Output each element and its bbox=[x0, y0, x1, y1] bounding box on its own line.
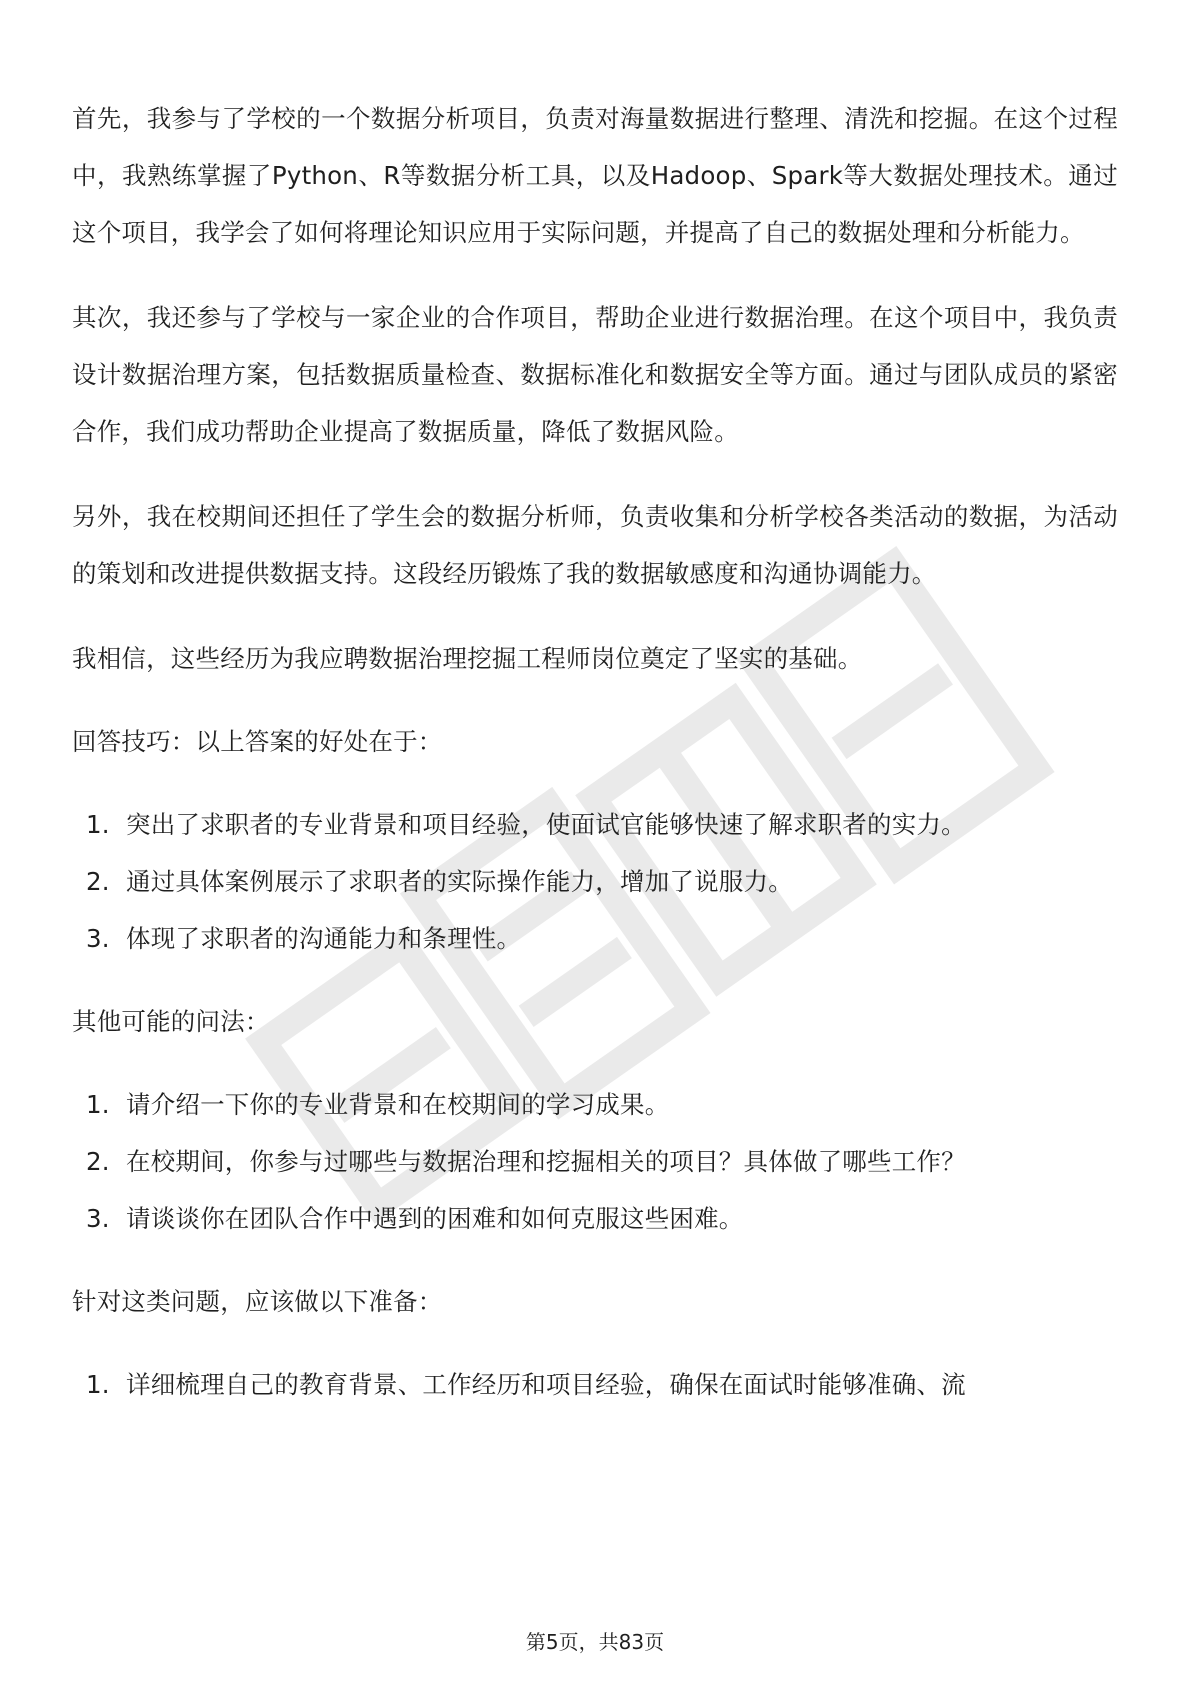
preparation-list bbox=[72, 1356, 1118, 1413]
list-number: 1. bbox=[86, 810, 110, 839]
list-item-text: 请介绍一下你的专业背景和在校期间的学习成果。 bbox=[126, 1090, 670, 1119]
list-item-text: 详细梳理自己的教育背景、工作经历和项目经验，确保在面试时能够准确、流 bbox=[126, 1370, 966, 1399]
list-item-text: 体现了求职者的沟通能力和条理性。 bbox=[126, 924, 522, 953]
paragraph-project-experience: 首先，我参与了学校的一个数据分析项目，负责对海量数据进行整理、清洗和挖掘。在这个过程中，我熟练掌握了Python、R等数据分析工具，以及Hadoop、Spark等大数据处理技术。通过这个项目，我学会了如何将理论知识应用于实际问题，并提高了自己的数据处理和分析能力。 bbox=[72, 104, 1118, 247]
preparation-heading: 针对这类问题，应该做以下准备： bbox=[72, 1287, 443, 1316]
tips-list bbox=[72, 796, 1118, 967]
list-item-text: 突出了求职者的专业背景和项目经验，使面试官能够快速了解求职者的实力。 bbox=[126, 810, 966, 839]
list-item bbox=[72, 1190, 1118, 1247]
other-questions-heading: 其他可能的问法： bbox=[72, 1007, 270, 1036]
list-number: 3. bbox=[86, 924, 110, 953]
paragraph-conclusion: 我相信，这些经历为我应聘数据治理挖掘工程师岗位奠定了坚实的基础。 bbox=[72, 644, 863, 673]
list-number: 1. bbox=[86, 1370, 110, 1399]
other-questions-list bbox=[72, 1076, 1118, 1247]
list-number: 1. bbox=[86, 1090, 110, 1119]
list-item-text: 通过具体案例展示了求职者的实际操作能力，增加了说服力。 bbox=[126, 867, 793, 896]
list-item-text: 请谈谈你在团队合作中遇到的困难和如何克服这些困难。 bbox=[126, 1204, 744, 1233]
list-item bbox=[72, 1076, 1118, 1133]
list-number: 2. bbox=[86, 1147, 110, 1176]
list-item-text: 在校期间，你参与过哪些与数据治理和挖掘相关的项目？具体做了哪些工作？ bbox=[126, 1147, 966, 1176]
document-body bbox=[72, 90, 1118, 1439]
page-footer: 第5页，共83页 bbox=[525, 1630, 665, 1654]
list-item bbox=[72, 796, 1118, 853]
paragraph-student-union: 另外，我在校期间还担任了学生会的数据分析师，负责收集和分析学校各类活动的数据，为活动的策划和改进提供数据支持。这段经历锻炼了我的数据敏感度和沟通协调能力。 bbox=[72, 502, 1118, 588]
list-item bbox=[72, 910, 1118, 967]
list-number: 2. bbox=[86, 867, 110, 896]
list-item bbox=[72, 1356, 1118, 1413]
paragraph-cooperation-project: 其次，我还参与了学校与一家企业的合作项目，帮助企业进行数据治理。在这个项目中，我负责设计数据治理方案，包括数据质量检查、数据标准化和数据安全等方面。通过与团队成员的紧密合作，我们成功帮助企业提高了数据质量，降低了数据风险。 bbox=[72, 303, 1118, 446]
list-item bbox=[72, 1133, 1118, 1190]
tips-heading: 回答技巧：以上答案的好处在于： bbox=[72, 727, 443, 756]
list-item bbox=[72, 853, 1118, 910]
list-number: 3. bbox=[86, 1204, 110, 1233]
